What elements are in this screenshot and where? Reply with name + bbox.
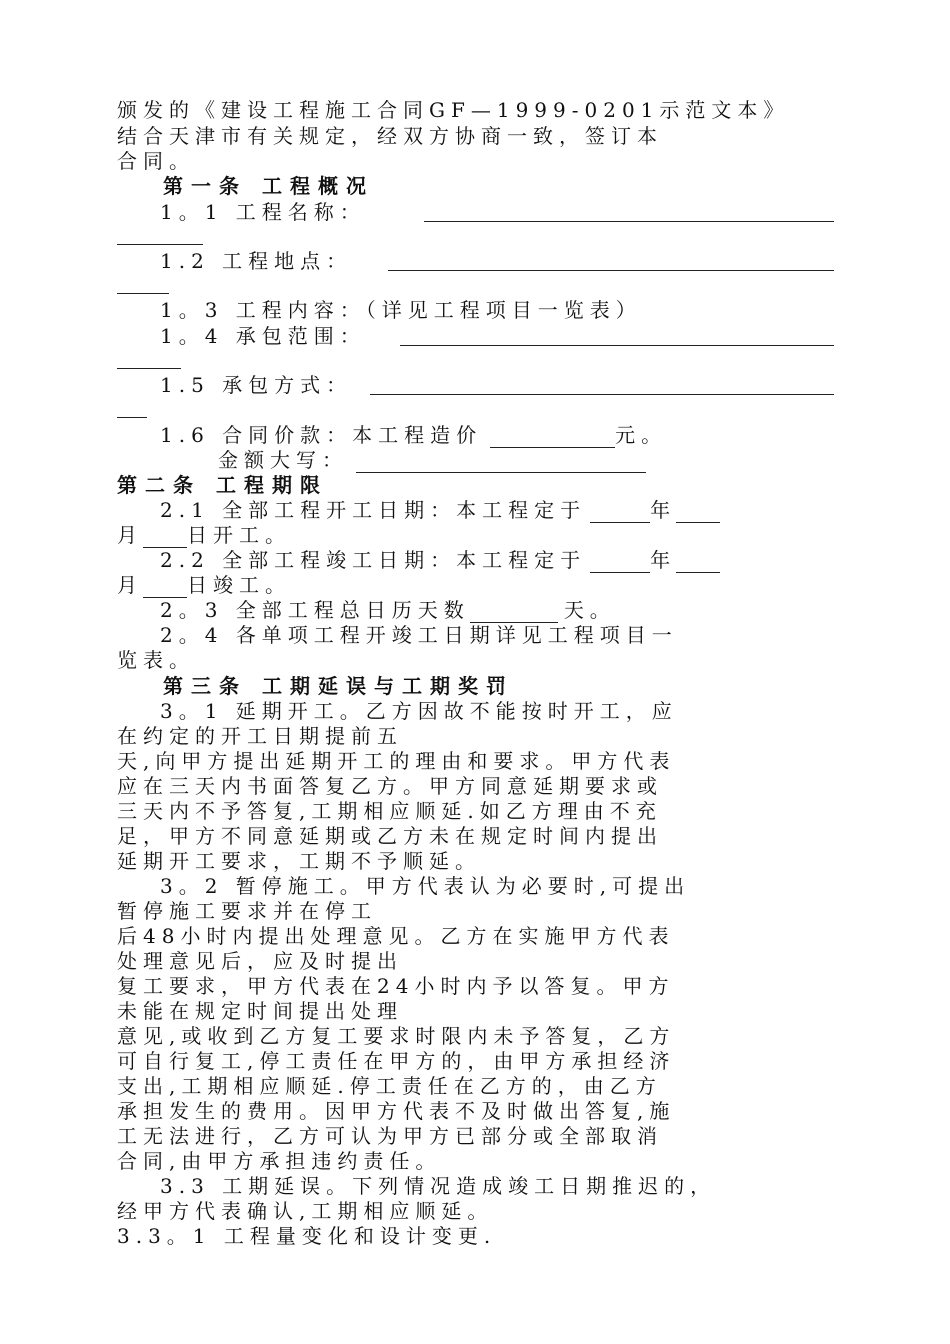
para-3-2-line-6: 未能在规定时间提出处理 [117,999,403,1023]
item-1-6 [160,423,872,448]
project-name-blank-cont [117,244,203,245]
intro-line-1: 颁发的《建设工程施工合同GF—1999-0201示范文本》 [117,98,790,122]
para-3-2-line-11: 工无法进行，乙方可认为甲方已部分或全部取消 [117,1124,663,1148]
start-year-unit: 年 [650,498,677,522]
item-3-3-1: 3.3。1 工程量变化和设计变更. [117,1224,497,1248]
item-2-3 [160,598,872,623]
para-3-1-line-6: 足，甲方不同意延期或乙方未在规定时间内提出 [117,824,663,848]
contract-price-unit: 元。 [615,423,668,447]
project-location-blank [388,270,834,271]
contract-method-blank [370,394,834,395]
amount-in-words [218,448,930,473]
para-3-2-line-3: 后48小时内提出处理意见。乙方在实施甲方代表 [117,924,675,948]
item-1-4-label: 1。4 承包范围： [160,324,366,348]
contract-price-label: 1.6 合同价款：本工程造价 [160,423,483,447]
end-day-blank [143,577,187,598]
start-year-blank [590,502,650,523]
item-1-2-label: 1.2 工程地点： [160,249,353,273]
amount-in-words-blank [356,452,646,473]
para-3-2-line-12: 合同,由甲方承担违约责任。 [117,1149,442,1173]
para-3-1-line-4: 应在三天内书面答复乙方。甲方同意延期要求或 [117,774,663,798]
para-3-2-line-5: 复工要求，甲方代表在24小时内予以答复。甲方 [117,974,675,998]
item-1-1-label: 1。1 工程名称： [160,200,366,224]
end-month-blank [676,552,720,573]
item-1-5-label: 1.5 承包方式： [160,373,353,397]
para-3-2-line-4: 处理意见后，应及时提出 [117,949,403,973]
end-month-unit: 月 [117,573,143,597]
item-2-1 [160,498,872,523]
article-2-heading: 第二条 工程期限 [117,473,328,497]
end-year-blank [590,552,650,573]
end-day-text: 日竣工。 [187,573,291,597]
total-days-blank [470,602,558,623]
para-3-2-line-10: 承担发生的费用。因甲方代表不及时做出答复,施 [117,1099,676,1123]
intro-line-3: 合同。 [117,149,195,173]
total-days-label: 2。3 全部工程总日历天数 [160,598,470,622]
article-3-heading: 第三条 工期延误与工期奖罚 [163,674,514,698]
item-2-4: 2。4 各单项工程开竣工日期详见工程项目一 [160,623,678,647]
item-2-2-cont [117,573,829,598]
para-3-3-line-2: 经甲方代表确认,工期相应顺延。 [117,1199,494,1223]
end-year-unit: 年 [650,548,677,572]
item-2-4-cont: 览表。 [117,648,195,672]
contract-method-blank-cont [117,417,147,418]
para-3-1-line-3: 天,向甲方提出延期开工的理由和要求。甲方代表 [117,749,676,773]
contract-scope-blank [400,345,834,346]
project-location-blank-cont [117,293,169,294]
para-3-2-line-1: 3。2 暂停施工。甲方代表认为必要时,可提出 [160,874,691,898]
intro-line-2: 结合天津市有关规定，经双方协商一致，签订本 [117,124,663,148]
para-3-1-line-5: 三天内不予答复,工期相应顺延.如乙方理由不充 [117,799,662,823]
para-3-1-line-7: 延期开工要求，工期不予顺延。 [117,849,481,873]
para-3-2-line-7: 意见,或收到乙方复工要求时限内未予答复，乙方 [117,1024,676,1048]
article-1-heading: 第一条 工程概况 [163,174,374,198]
item-1-3: 1。3 工程内容：（详见工程项目一览表） [160,298,642,322]
para-3-2-line-2: 暂停施工要求并在停工 [117,899,377,923]
project-name-blank [424,221,834,222]
item-2-2 [160,548,872,573]
contract-scope-blank-cont [117,368,181,369]
para-3-3-line-1: 3.3 工期延误。下列情况造成竣工日期推迟的， [160,1174,717,1198]
start-month-blank [676,502,720,523]
para-3-2-line-8: 可自行复工,停工责任在甲方的，由甲方承担经济 [117,1049,676,1073]
total-days-unit: 天。 [563,598,616,622]
para-3-1-line-2: 在约定的开工日期提前五 [117,724,403,748]
start-date-label: 2.1 全部工程开工日期：本工程定于 [160,498,587,522]
start-day-blank [143,527,187,548]
amount-in-words-label: 金额大写： [218,448,348,472]
start-month-unit: 月 [117,523,143,547]
start-day-text: 日开工。 [187,523,291,547]
para-3-2-line-9: 支出,工期相应顺延.停工责任在乙方的，由乙方 [117,1074,662,1098]
end-date-label: 2.2 全部工程竣工日期：本工程定于 [160,548,587,572]
item-2-1-cont [117,523,829,548]
para-3-1-line-1: 3。1 延期开工。乙方因故不能按时开工，应 [160,699,678,723]
contract-price-blank [490,427,615,448]
